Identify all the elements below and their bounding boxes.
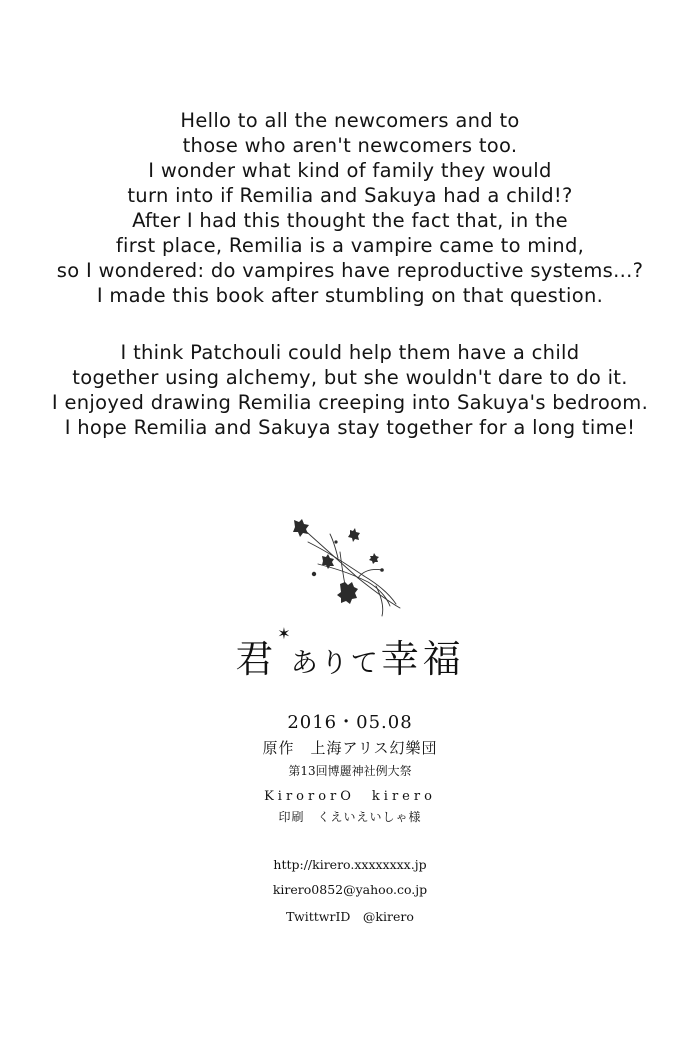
website-url: http://kirero.xxxxxxxx.jp bbox=[273, 857, 427, 872]
text-line: together using alchemy, but she wouldn't dare to do it. bbox=[72, 366, 628, 389]
text-line: first place, Remilia is a vampire came to mind, bbox=[115, 234, 585, 257]
contact-email: kirero0852@yahoo.co.jp bbox=[272, 882, 428, 897]
circle-author: KirororO kirero bbox=[264, 789, 436, 804]
star-icon: ✶ bbox=[277, 624, 291, 643]
book-title-kanji: 君 bbox=[235, 637, 278, 681]
afterword-paragraph-2 bbox=[0, 340, 700, 440]
text-line: I wonder what kind of family they would bbox=[148, 159, 552, 182]
text-line: After I had this thought the fact that, in the bbox=[132, 209, 568, 232]
text-line: so I wondered: do vampires have reproductive systems...? bbox=[56, 259, 644, 282]
flower-sprig-illustration bbox=[278, 512, 418, 620]
publication-date: 2016・05.08 bbox=[287, 712, 413, 733]
text-line: I think Patchouli could help them have a child bbox=[120, 341, 580, 364]
text-line: those who aren't newcomers too. bbox=[182, 134, 518, 157]
afterword-paragraph-1 bbox=[0, 108, 700, 308]
book-title bbox=[0, 624, 700, 683]
text-line: turn into if Remilia and Sakuya had a child!? bbox=[127, 184, 573, 207]
event-name: 第13回博麗神社例大祭 bbox=[288, 764, 412, 778]
text-line: I enjoyed drawing Remilia creeping into Sakuya's bedroom. bbox=[51, 391, 649, 414]
original-work-credit: 原作 上海アリス幻樂団 bbox=[262, 739, 438, 757]
printer-credit: 印刷 くえいえいしゃ様 bbox=[278, 810, 422, 824]
twitter-handle: TwittwrID @kirero bbox=[286, 909, 414, 924]
book-title-kana: ありて bbox=[290, 648, 381, 679]
afterword-text bbox=[0, 108, 700, 472]
book-title-kanji-end: 幸福 bbox=[380, 637, 465, 681]
text-line: I hope Remilia and Sakuya stay together for a long time! bbox=[64, 416, 636, 439]
text-line: I made this book after stumbling on that question. bbox=[96, 284, 604, 307]
text-line: Hello to all the newcomers and to bbox=[180, 109, 520, 132]
